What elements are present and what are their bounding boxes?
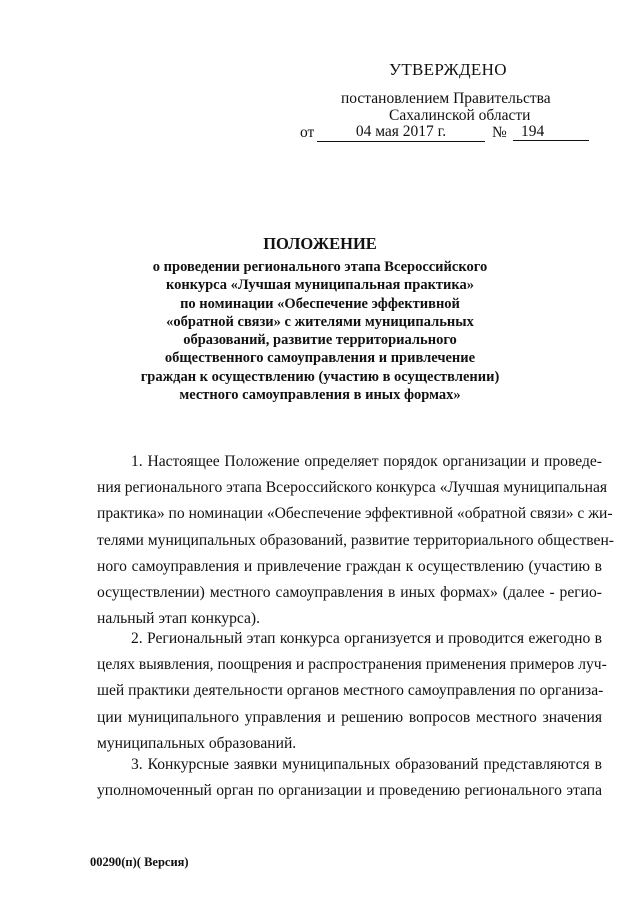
subtitle-line: «обратной связи» с жителями муниципальных [166, 313, 474, 330]
paragraph-line: телями муниципальных образований, развитие территориального обществен- [97, 531, 614, 549]
approval-title: УТВЕРЖДЕНО [389, 60, 507, 79]
paragraph-line: муниципальных образований. [97, 734, 297, 752]
subtitle-line: общественного самоуправления и привлечение [164, 350, 476, 367]
paragraph-line: нальный этап конкурса). [97, 610, 261, 628]
paragraph-line: 1. Настоящее Положение определяет порядок организации и проведе- [131, 453, 602, 470]
paragraph-line: 2. Региональный этап конкурса организуется и проводится ежегодно в [131, 630, 602, 647]
paragraph-line: ния регионального этапа Всероссийского конкурса «Лучшая муниципальная [97, 479, 608, 497]
approval-number-label: № [492, 124, 507, 141]
subtitle-line: о проведении регионального этапа Всероссийского [152, 259, 488, 275]
approval-date: 04 мая 2017 г. [317, 124, 485, 142]
paragraph-line: целях выявления, поощрения и распространения применения примеров луч- [97, 656, 607, 674]
subtitle-line: образований, развитие территориального [183, 332, 457, 349]
paragraph-line: ции муниципального управления и решению вопросов местного значения [97, 708, 602, 726]
document-title: ПОЛОЖЕНИЕ [263, 234, 377, 253]
approval-decree: постановлением Правительства [341, 90, 551, 107]
paragraph-line: 3. Конкурсные заявки муниципальных образований представляются в [131, 756, 602, 773]
paragraph-line: ного самоуправления и привлечение граждан к осуществлению (участию в [97, 557, 602, 575]
paragraph-line: практика» по номинации «Обеспечение эффективной «обратной связи» с жи- [97, 505, 613, 523]
paragraph-line: осуществлении) местного самоуправления в иных формах» (далее - регио- [97, 584, 602, 602]
approval-number: 194 [513, 124, 589, 141]
subtitle-line: местного самоуправления в иных формах» [179, 387, 461, 404]
paragraph-2 [97, 626, 607, 757]
approval-from-label: от [300, 124, 315, 141]
paragraph-line: уполномоченный орган по организации и проведению регионального этапа [97, 782, 602, 800]
subtitle-line: граждан к осуществлению (участию в осуществлении) [140, 368, 500, 385]
document-subtitle [0, 258, 640, 404]
document-footer-code: 00290(п)( Версия) [90, 855, 189, 869]
subtitle-line: конкурса «Лучшая муниципальная практика» [165, 277, 475, 294]
paragraph-line: шей практики деятельности органов местного самоуправления по организа- [97, 682, 604, 700]
subtitle-line: по номинации «Обеспечение эффективной [180, 295, 460, 312]
paragraph-1 [97, 449, 614, 632]
approval-region: Сахалинской области [389, 107, 531, 124]
paragraph-3 [97, 752, 602, 804]
